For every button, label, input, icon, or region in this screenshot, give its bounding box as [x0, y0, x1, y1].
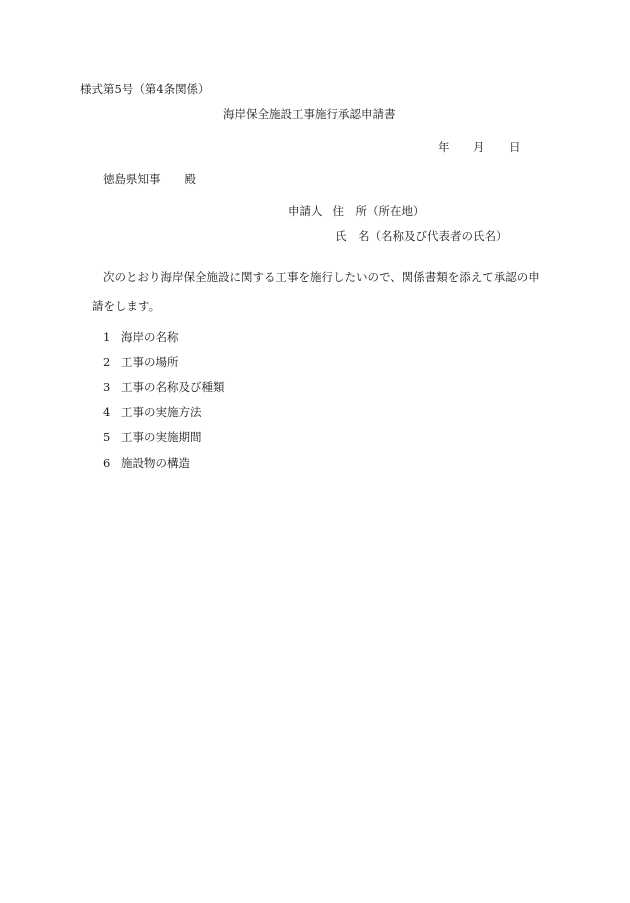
applicant-name-row — [335, 229, 508, 243]
item-text: 海岸の名称 — [121, 330, 179, 344]
item-number: 1 — [103, 330, 111, 344]
item-text: 工事の実施期間 — [121, 430, 202, 444]
item-number: 6 — [103, 456, 111, 470]
item-text: 工事の名称及び種類 — [121, 380, 225, 394]
date-row — [438, 140, 521, 154]
list-item — [103, 330, 179, 344]
item-text: 工事の場所 — [121, 355, 179, 369]
item-number: 5 — [103, 430, 111, 444]
item-text: 施設物の構造 — [121, 456, 190, 470]
applicant-name-label: 氏 名（名称及び代表者の氏名） — [335, 229, 508, 243]
form-number: 様式第5号（第4条関係） — [80, 82, 210, 96]
item-number: 4 — [103, 405, 111, 419]
list-item — [103, 380, 225, 394]
item-number: 3 — [103, 380, 111, 394]
document-title: 海岸保全施設工事施行承認申請書 — [223, 107, 396, 121]
addressee — [103, 172, 196, 186]
addressee-honorific: 殿 — [184, 172, 196, 186]
list-item — [103, 456, 190, 470]
body-text-line-2: 請をします。 — [92, 299, 161, 313]
applicant-label: 申請人 — [288, 204, 323, 218]
body-text-line-1: 次のとおり海岸保全施設に関する工事を施行したいので、関係書類を添えて承認の申 — [103, 270, 540, 284]
applicant-address-row — [288, 204, 425, 218]
list-item — [103, 405, 202, 419]
month-label: 月 — [473, 140, 485, 154]
applicant-address-label: 住 所（所在地） — [332, 204, 425, 218]
list-item — [103, 430, 202, 444]
item-text: 工事の実施方法 — [121, 405, 202, 419]
list-item — [103, 355, 179, 369]
year-label: 年 — [438, 140, 450, 154]
day-label: 日 — [509, 140, 521, 154]
item-number: 2 — [103, 355, 111, 369]
addressee-name: 徳島県知事 — [103, 172, 161, 186]
